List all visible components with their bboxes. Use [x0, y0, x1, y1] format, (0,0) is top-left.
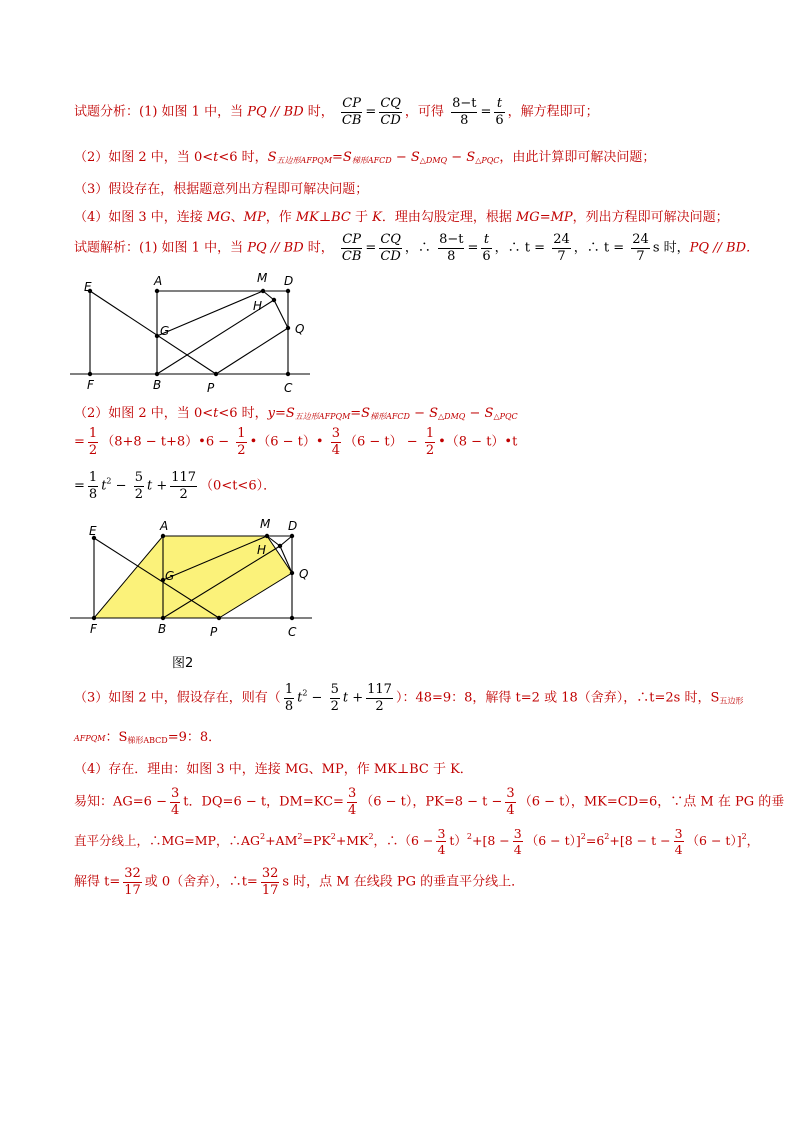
label-p: P — [207, 381, 215, 395]
equals: = — [365, 240, 377, 256]
den: 2 — [88, 442, 98, 458]
den: 4 — [674, 842, 683, 857]
label-q: Q — [299, 567, 309, 581]
figure-2 — [70, 516, 315, 641]
line-gm — [157, 291, 263, 336]
point-a — [155, 289, 159, 293]
t: △DMQ — [438, 412, 466, 421]
point-f — [92, 616, 96, 620]
point-m — [265, 534, 269, 538]
analysis-line-4 — [74, 206, 729, 225]
t: ，∴（6 − — [373, 833, 434, 848]
t: •（8 − t）•t — [438, 434, 518, 450]
label-h: H — [257, 543, 267, 557]
label-p: P — [210, 625, 218, 639]
point-q — [286, 326, 290, 330]
solution-line-4: （4）存在．理由：如图 3 中，连接 MG、MP，作 MK⊥BC 于 K． — [74, 762, 473, 777]
point-b — [161, 616, 165, 620]
label-h: H — [253, 299, 263, 313]
label-a: A — [154, 274, 163, 288]
line-dh — [280, 536, 292, 546]
t: +AM — [265, 833, 298, 848]
text-mid: ，可得 — [404, 104, 444, 120]
point-f — [88, 372, 92, 376]
t: PQ // BD． — [689, 240, 760, 256]
num: 117 — [171, 470, 197, 485]
den: CD — [380, 112, 401, 128]
solution-line-3b — [74, 726, 221, 746]
equals: = — [480, 104, 492, 120]
t: 五边形 — [719, 696, 744, 706]
t: ，∴ t = — [494, 240, 546, 256]
num: 1 — [88, 470, 98, 485]
fraction — [134, 470, 144, 502]
t: ．理由勾股定理，根据 — [381, 210, 516, 225]
num: 3 — [331, 426, 340, 441]
t: S — [267, 150, 277, 165]
fraction — [505, 786, 515, 818]
t: 2 — [259, 832, 266, 841]
num: 8−t — [439, 232, 464, 247]
t: 2 — [466, 832, 473, 841]
t: ，由此计算即可解决问题； — [499, 150, 656, 165]
t: +MK — [335, 833, 369, 848]
point-q — [290, 571, 294, 575]
t: 2 — [302, 688, 308, 698]
t: − — [307, 690, 327, 706]
t: t — [297, 690, 303, 706]
point-p — [217, 616, 221, 620]
t: =S — [332, 150, 352, 165]
fraction — [366, 682, 393, 714]
t: （2）如图 2 中，当 0< — [74, 150, 214, 165]
num: 117 — [367, 682, 392, 697]
t: <6 时， — [218, 406, 268, 421]
t: （8+8 − t+8）•6 − — [101, 434, 230, 450]
t: 易知：AG=6 − — [74, 794, 167, 810]
num: 1 — [237, 426, 246, 441]
line-hq — [274, 300, 288, 328]
label-a: A — [160, 519, 169, 533]
den: 6 — [482, 248, 491, 264]
fraction — [330, 682, 340, 714]
label-e: E — [84, 280, 92, 294]
label-g: G — [160, 324, 170, 338]
t: 时， — [303, 240, 334, 256]
num: 3 — [513, 826, 522, 841]
t: − S — [409, 406, 439, 421]
t: ）：48=9：8，解得 t=2 或 18（舍弃），∴t=2s 时，S — [395, 690, 720, 706]
t: 五边形AFPQM — [294, 412, 351, 421]
fraction-8-minus-t — [451, 96, 477, 128]
fraction — [236, 426, 246, 458]
fraction — [631, 232, 650, 264]
num: 3 — [437, 826, 446, 841]
t: s 时，点 M 在线段 PG 的垂直平分线上． — [282, 874, 525, 890]
label-m: M — [257, 272, 268, 285]
num: t — [481, 232, 491, 249]
t: ：S — [105, 730, 128, 745]
solution-line-2c — [74, 470, 276, 502]
solution-line-4c — [74, 826, 759, 857]
solution-line-2 — [74, 402, 518, 422]
t: − S — [447, 150, 476, 165]
num: 3 — [347, 786, 357, 801]
den: 17 — [261, 882, 279, 898]
t: 2 — [368, 832, 374, 841]
num: CP — [342, 96, 361, 111]
t: MG=MP — [516, 210, 573, 225]
point-b — [155, 372, 159, 376]
fraction — [170, 470, 197, 502]
den: 17 — [124, 882, 141, 898]
line-pq — [216, 328, 288, 374]
fraction — [513, 826, 523, 857]
fraction-t-6 — [494, 96, 504, 128]
fraction — [123, 866, 142, 898]
t: 梯形AFCD — [351, 156, 392, 165]
num: 1 — [88, 426, 98, 441]
t: （2）如图 2 中，当 0< — [74, 406, 214, 421]
label-g: G — [165, 569, 175, 583]
t: =PK — [302, 833, 331, 848]
den: 4 — [331, 442, 340, 458]
point-c — [290, 616, 294, 620]
t: 梯形AFCD — [370, 412, 410, 421]
t: ，列出方程即可解决问题； — [572, 210, 729, 225]
solution-line-4d — [74, 866, 524, 898]
den: 2 — [237, 442, 246, 458]
fraction — [331, 426, 341, 458]
num: 3 — [506, 786, 515, 801]
figure-2-caption: 图2 — [172, 656, 194, 671]
t: K — [372, 210, 382, 225]
point-h — [272, 298, 276, 302]
den: 7 — [557, 248, 566, 264]
num: 24 — [553, 232, 570, 247]
fraction — [261, 866, 280, 898]
num: 32 — [124, 866, 141, 881]
t: 2 — [741, 832, 747, 841]
num: 5 — [134, 470, 143, 485]
t: t — [213, 150, 219, 165]
point-p — [214, 372, 218, 376]
t: 2 — [604, 832, 610, 841]
t: △PQC — [493, 412, 518, 421]
den: 2 — [425, 442, 435, 458]
t: ，∴ — [404, 240, 431, 256]
num: 3 — [170, 786, 180, 801]
num: CP — [342, 232, 361, 247]
t: =9：8． — [167, 730, 222, 745]
num: 1 — [425, 426, 435, 441]
den: 7 — [636, 248, 645, 264]
solution-line-3 — [74, 682, 743, 714]
point-c — [286, 372, 290, 376]
t: t + — [342, 690, 364, 706]
solution-line-2b — [74, 426, 517, 458]
den: CB — [341, 248, 362, 264]
point-d — [290, 534, 294, 538]
fraction — [438, 232, 464, 264]
t: 试题解析：(1) 如图 1 中，当 — [74, 240, 248, 256]
t: +[8 − t − — [609, 833, 671, 848]
t: PQ // BD — [247, 240, 304, 256]
pq-parallel-bd: PQ // BD — [247, 104, 304, 120]
label-b: B — [153, 378, 162, 392]
t: ， — [746, 833, 760, 848]
fraction — [347, 786, 357, 818]
label-f: F — [90, 622, 97, 636]
fraction — [436, 826, 446, 857]
t: t — [213, 406, 219, 421]
label-m: M — [260, 517, 271, 531]
num: 32 — [261, 866, 279, 881]
t: <6 时， — [218, 150, 268, 165]
den: 2 — [330, 698, 339, 714]
label-b: B — [158, 622, 167, 636]
fraction-cq-cd — [379, 96, 402, 128]
den: 6 — [495, 112, 504, 128]
equals: = — [467, 240, 479, 256]
t: 2 — [330, 832, 336, 841]
analysis-lead: 试题分析：(1) 如图 1 中，当 — [74, 104, 248, 120]
t: （6 − t） − — [343, 434, 418, 450]
num: 1 — [284, 682, 294, 697]
fraction — [88, 426, 98, 458]
t: = — [74, 434, 85, 450]
fraction — [284, 682, 294, 714]
fraction — [379, 232, 402, 264]
analysis-line-3: （3）假设存在，根据题意列出方程即可解决问题； — [74, 182, 369, 197]
num: t — [494, 96, 504, 113]
t: △DMQ — [419, 156, 448, 165]
den: 2 — [134, 486, 143, 502]
num: CQ — [380, 96, 401, 111]
analysis-line-2 — [74, 146, 655, 166]
t: （0<t<6）． — [200, 478, 277, 494]
num: CQ — [380, 232, 401, 247]
t: − — [111, 478, 131, 494]
t: y=S — [267, 406, 295, 421]
den: CD — [380, 248, 401, 264]
den: CB — [341, 112, 362, 128]
t: （6 − t）] — [686, 833, 742, 848]
den: 8 — [88, 486, 98, 502]
den: 8 — [284, 698, 294, 714]
label-c: C — [288, 625, 297, 639]
label-e: E — [89, 524, 97, 538]
t: （4）如图 3 中，连接 — [74, 210, 207, 225]
t: 2 — [580, 832, 586, 841]
t: ，∴ t = — [573, 240, 625, 256]
fraction — [552, 232, 571, 264]
num: 3 — [674, 826, 683, 841]
t: MK⊥BC — [295, 210, 351, 225]
den: 4 — [506, 802, 515, 818]
label-q: Q — [295, 322, 305, 336]
den: 8 — [447, 248, 456, 264]
t: 解得 t= — [74, 874, 121, 890]
den: 8 — [460, 112, 469, 128]
point-a — [161, 534, 165, 538]
t: MG — [206, 210, 231, 225]
t: 2 — [106, 476, 112, 486]
fraction — [481, 232, 491, 264]
figure-1 — [70, 272, 315, 397]
t: △PQC — [475, 156, 500, 165]
den: 4 — [513, 842, 522, 857]
t: t — [101, 478, 107, 494]
solution-line-1 — [74, 232, 759, 264]
t: 梯形ABCD — [127, 736, 168, 745]
t: MP — [243, 210, 266, 225]
t: （6 − t），MK=CD=6，∵点 M 在 PG 的垂 — [518, 794, 785, 810]
t: 于 — [350, 210, 373, 225]
point-m — [261, 289, 265, 293]
label-f: F — [87, 378, 94, 392]
analysis-line-1 — [74, 96, 599, 128]
t: 五边形AFPQM — [276, 156, 333, 165]
text-tail: ，解方程即可； — [507, 104, 599, 120]
t: •（6 − t）• — [249, 434, 324, 450]
t: − S — [465, 406, 494, 421]
t: = — [74, 478, 85, 494]
t: （6 − t）] — [525, 833, 581, 848]
den: 4 — [437, 842, 446, 857]
num: 8−t — [452, 96, 477, 111]
t: （3）如图 2 中，假设存在，则有（ — [74, 690, 281, 706]
t: t．DQ=6 − t，DM=KC= — [183, 794, 344, 810]
den: 4 — [170, 802, 180, 818]
t: t + — [146, 478, 168, 494]
point-h — [278, 544, 282, 548]
label-c: C — [284, 381, 293, 395]
equals: = — [365, 104, 377, 120]
fraction — [341, 232, 363, 264]
point-d — [286, 289, 290, 293]
point-g — [155, 334, 159, 338]
t: 2 — [297, 832, 303, 841]
t: 直平分线上，∴MG=MP，∴AG — [74, 833, 260, 848]
t: （6 − t），PK=8 − t − — [360, 794, 503, 810]
num: 24 — [632, 232, 649, 247]
label-d: D — [284, 274, 294, 288]
fraction-cp-cb — [341, 96, 363, 128]
t: − S — [391, 150, 420, 165]
t: +[8 − — [472, 833, 510, 848]
solution-line-4b — [74, 786, 784, 818]
t: t） — [449, 833, 467, 848]
den: 2 — [179, 486, 188, 502]
t: AFPQM — [74, 734, 106, 743]
fraction — [88, 470, 98, 502]
t: 或 0（舍弃），∴t= — [144, 874, 258, 890]
t: =6 — [585, 833, 605, 848]
line-ep — [90, 291, 216, 374]
den: 2 — [375, 698, 384, 714]
t: =S — [350, 406, 371, 421]
fraction — [425, 426, 435, 458]
t: s 时， — [652, 240, 690, 256]
num: 5 — [330, 682, 339, 697]
fraction — [674, 826, 684, 857]
text-when: 时， — [303, 104, 334, 120]
t: 、 — [230, 210, 244, 225]
label-d: D — [288, 519, 298, 533]
t: ，作 — [265, 210, 296, 225]
den: 4 — [347, 802, 357, 818]
fraction — [170, 786, 180, 818]
